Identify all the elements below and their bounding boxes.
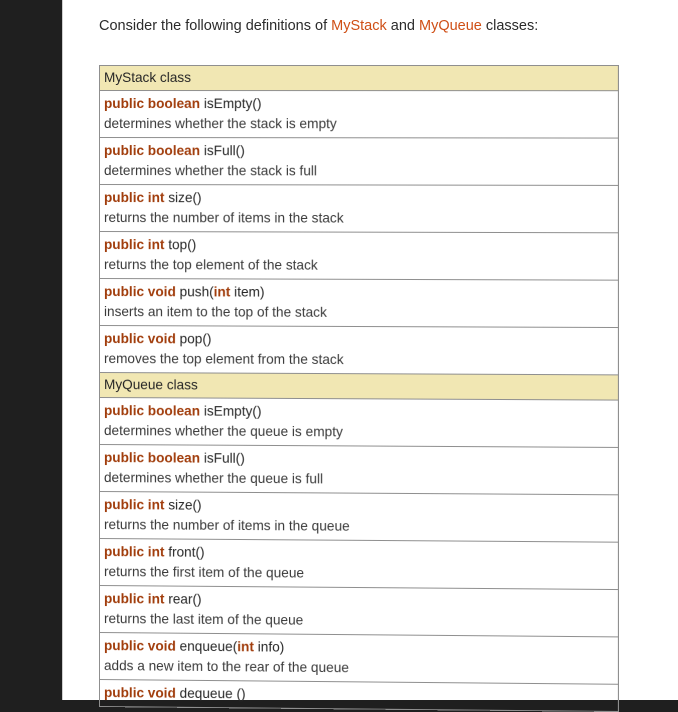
keyword-text: public void <box>103 284 176 300</box>
method-row <box>99 326 618 375</box>
signature-text: size() <box>164 190 202 206</box>
signature-text: front() <box>164 544 205 560</box>
signature-text: isFull() <box>200 450 245 466</box>
signature-text: pop() <box>175 331 212 347</box>
method-signature <box>104 329 614 351</box>
method-row <box>99 91 618 139</box>
method-row <box>99 539 618 590</box>
keyword-text: int <box>213 284 231 300</box>
method-row <box>99 185 618 233</box>
signature-text: dequeue () <box>175 685 246 702</box>
method-row <box>99 279 618 328</box>
method-description: returns the top element of the stack <box>103 257 318 273</box>
signature-text: isEmpty() <box>200 96 262 112</box>
signature-text: enqueue( <box>175 638 238 655</box>
class-header-row <box>99 66 618 91</box>
keyword-text: public void <box>103 331 176 347</box>
method-description: inserts an item to the top of the stack <box>103 304 327 320</box>
method-row <box>99 138 618 186</box>
document-page <box>62 0 678 700</box>
method-row <box>99 586 618 637</box>
table-body <box>99 66 618 712</box>
signature-text: item) <box>230 284 265 300</box>
intro-class-myqueue: MyQueue <box>418 18 482 34</box>
method-cell <box>99 445 618 495</box>
method-cell <box>99 91 618 139</box>
keyword-text: public int <box>103 591 165 607</box>
signature-text: size() <box>164 497 202 513</box>
method-description: returns the number of items in the queue <box>103 517 350 534</box>
keyword-text: public int <box>103 497 165 513</box>
method-cell <box>99 586 618 637</box>
method-cell <box>99 492 618 543</box>
keyword-text: public boolean <box>103 96 201 112</box>
signature-text: top() <box>164 237 197 253</box>
signature-text: push( <box>175 284 214 300</box>
keyword-text: public int <box>103 237 165 253</box>
method-signature <box>104 141 614 162</box>
method-signature <box>104 94 614 114</box>
keyword-text: public int <box>103 544 165 560</box>
method-cell <box>99 185 618 233</box>
intro-class-mystack: MyStack <box>331 18 387 34</box>
method-signature <box>104 282 614 304</box>
class-header-label: MyStack class <box>99 66 618 91</box>
method-row <box>99 492 618 543</box>
method-description: determines whether the stack is full <box>103 163 317 179</box>
method-row <box>99 445 618 495</box>
keyword-text: public boolean <box>103 403 201 419</box>
method-signature <box>104 235 614 256</box>
method-row <box>99 680 618 712</box>
method-cell <box>99 680 618 712</box>
method-description: removes the top element from the stack <box>103 351 344 368</box>
method-cell <box>99 633 618 685</box>
method-cell <box>99 279 618 328</box>
method-description: determines whether the queue is empty <box>103 423 343 440</box>
intro-before: Consider the following definitions of <box>99 18 332 34</box>
method-cell <box>99 326 618 375</box>
method-row <box>99 633 618 685</box>
method-cell <box>99 539 618 590</box>
method-description: returns the number of items in the stack <box>103 210 344 226</box>
signature-text: isFull() <box>200 143 245 159</box>
method-description: returns the first item of the queue <box>103 564 305 581</box>
method-description: returns the last item of the queue <box>103 611 304 628</box>
keyword-text: public boolean <box>103 143 201 159</box>
method-description: determines whether the stack is empty <box>103 116 337 132</box>
keyword-text: public void <box>103 685 176 701</box>
method-description: adds a new item to the rear of the queue <box>103 658 349 676</box>
keyword-text: public int <box>103 190 165 206</box>
method-cell <box>99 398 618 448</box>
method-signature <box>104 188 614 209</box>
intro-after: classes: <box>481 18 539 34</box>
keyword-text: public void <box>103 638 176 654</box>
method-row <box>99 232 618 281</box>
method-cell <box>99 138 618 186</box>
class-definitions-table <box>99 65 619 712</box>
class-header-row <box>99 373 618 401</box>
method-row <box>99 398 618 448</box>
signature-text: info) <box>253 639 285 655</box>
intro-text <box>99 16 659 36</box>
intro-and: and <box>386 18 419 34</box>
keyword-text: public boolean <box>103 450 201 466</box>
keyword-text: int <box>237 639 254 655</box>
signature-text: rear() <box>164 591 202 607</box>
method-cell <box>99 232 618 281</box>
method-description: determines whether the queue is full <box>103 470 324 487</box>
method-signature <box>104 683 614 708</box>
class-header-label: MyQueue class <box>99 373 618 401</box>
signature-text: isEmpty() <box>200 403 262 419</box>
method-signature <box>104 401 614 424</box>
